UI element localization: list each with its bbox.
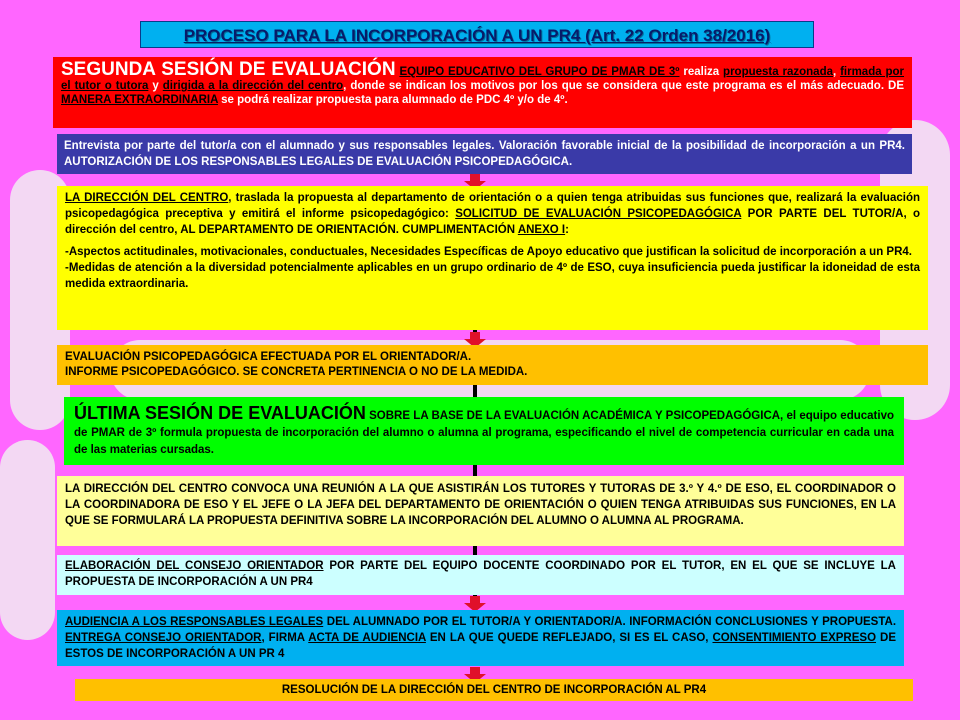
underlined-term: ACTA DE AUDIENCIA [308,632,426,644]
step-direccion-traslada [57,186,928,330]
bullet-item: -Aspectos actitudinales, motivacionales, conductuales, Necesidades Específicas de Apoyo educativo que justifican la solicitud de incorporación a un PR4. [65,246,912,258]
step-text: , traslada la propuesta al departamento de orientación o a quien tenga atribuidas sus funciones que, realizará la evaluación psicopedagógica preceptiva y emitirá el informe psicopedagógico: [65,192,920,220]
step-text: DEL ALUMNADO POR EL TUTOR/A Y ORIENTADOR/A. INFORMACIÓN CONCLUSIONES Y PROPUESTA. [326,616,897,628]
underlined-term: firmada por el tutor o tutora [61,66,905,92]
step-entrevista [57,134,912,174]
background-shape [0,440,55,640]
step-text: LA DIRECCIÓN DEL CENTRO CONVOCA UNA REUNIÓN A LA QUE ASISTIRÁN LOS TUTORES Y TUTORAS DE 3.º Y 4.º DE ESO, EL COORDINADOR O LA COORDINADORA DE ESO Y EL JEFE O LA JEFA DEL DEPARTAMENTO DE ORIENTACIÓN O QUIEN TENGA ATRIBUIDAS SUS FUNCIONES, EN LA QUE SE FORMULARÁ LA PROPUESTA DEFINITIVA SOBRE LA INCORPORACIÓN DEL ALUMNO O ALUMNA AL PROGRAMA. [65,483,896,527]
step-evaluacion-psicopedagogica [57,345,928,385]
underlined-term: propuesta razonada [723,66,833,78]
step-text: : [565,224,569,236]
step-consejo-orientador [57,555,904,595]
underlined-term: AUDIENCIA A LOS RESPONSABLES LEGALES [65,616,324,628]
step-reunion [57,476,904,546]
step-audiencia [57,610,904,666]
step-text: POR PARTE DEL EQUIPO DOCENTE COORDINADO POR EL TUTOR, EN EL QUE SE INCLUYE LA PROPUESTA DE INCORPORACIÓN A UN PR4 [65,560,896,588]
step-line: INFORME PSICOPEDAGÓGICO. SE CONCRETA PERTINENCIA O NO DE LA MEDIDA. [65,366,528,378]
step-text: , FIRMA [261,632,305,644]
diagram-title: PROCESO PARA LA INCORPORACIÓN A UN PR4 (Art. 22 Orden 38/2016) [140,21,814,48]
underlined-term: ENTREGA CONSEJO ORIENTADOR [65,632,262,644]
step-text: , [833,66,837,78]
underlined-term: ELABORACIÓN DEL CONSEJO ORIENTADOR [65,560,324,572]
underlined-term: EQUIPO EDUCATIVO DEL GRUPO DE PMAR DE 3º [399,66,680,78]
step-paragraph [65,190,920,238]
step-text: y [152,80,159,92]
underlined-term: SOLICITUD DE EVALUACIÓN PSICOPEDAGÓGICA [455,208,742,220]
step-resolucion [75,679,913,701]
underlined-term: MANERA EXTRAORDINARIA [61,94,218,106]
step-text: , donde se indican los motivos por los que se considera que este programa es el más adecuado. DE [343,80,904,92]
step-segunda-sesion-evaluacion [53,57,912,128]
step-text: se podrá realizar propuesta para alumnado de PDC 4º y/o de 4º. [221,94,568,106]
step-ultima-sesion-evaluacion [64,397,904,465]
underlined-term: ANEXO I [517,224,566,236]
step-heading: ÚLTIMA SESIÓN DE EVALUACIÓN [74,403,366,423]
step-line: EVALUACIÓN PSICOPEDAGÓGICA EFECTUADA POR EL ORIENTADOR/A. [65,351,472,363]
bullet-item: -Medidas de atención a la diversidad potencialmente aplicables en un grupo ordinario de 4º de ESO, cuya insuficiencia pueda justificar la idoneidad de esta medida extraordinaria. [65,262,920,290]
step-text: RESOLUCIÓN DE LA DIRECCIÓN DEL CENTRO DE INCORPORACIÓN AL PR4 [281,684,707,696]
underlined-term: LA DIRECCIÓN DEL CENTRO [65,192,229,204]
step-text: SOBRE LA BASE DE LA EVALUACIÓN ACADÉMICA Y PSICOPEDAGÓGICA, el equipo educativo de PMAR de 3º formula propuesta de incorporación del alumno o alumna al programa, especificando el nivel de competencia curricular en cada una de las materias cursadas. [74,410,894,456]
step-text: Entrevista por parte del tutor/a con el alumnado y sus responsables legales. Valoración favorable inicial de la posibilidad de incorporación a un PR4. AUTORIZACIÓN DE LOS RESPONSABLES LEGALES DE EVALUACIÓN PSICOPEDAGÓGICA. [64,140,905,168]
step-text: DE ESTOS DE INCORPORACIÓN A UN PR 4 [65,632,896,660]
step-text: POR PARTE DEL TUTOR/A, o dirección del centro, AL DEPARTAMENTO DE ORIENTACIÓN. CUMPLIMENTACIÓN [65,208,921,236]
underlined-term: dirigida a la dirección del centro [162,80,344,92]
step-text: EN LA QUE QUEDE REFLEJADO, SI ES EL CASO, [429,632,709,644]
step-heading: SEGUNDA SESIÓN DE EVALUACIÓN [61,59,396,80]
step-text: realiza [683,66,720,78]
underlined-term: CONSENTIMIENTO EXPRESO [712,632,877,644]
